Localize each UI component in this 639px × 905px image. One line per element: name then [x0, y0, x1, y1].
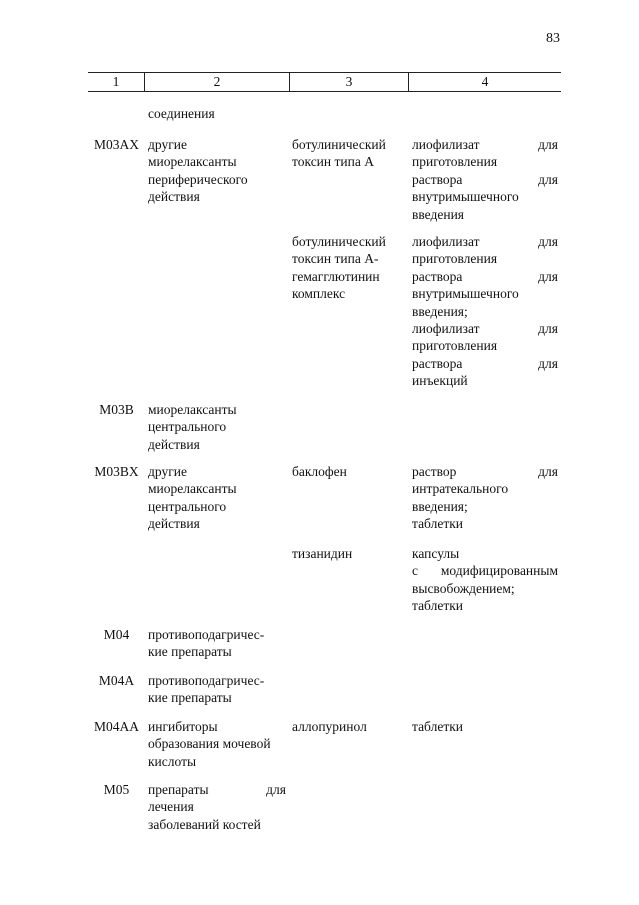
group-name-line: другие — [148, 464, 187, 479]
drug-name — [292, 718, 404, 735]
group-name-line: кие препараты — [148, 644, 232, 660]
dosage-form-word: таблетки — [412, 516, 464, 532]
dosage-form-line — [412, 153, 558, 170]
dosage-form-line — [412, 268, 558, 285]
dosage-form-word: раствора — [412, 355, 463, 371]
dosage-form-word: таблетки — [412, 598, 464, 614]
drug-name-line: тизанидин — [292, 546, 353, 561]
anatomical-therapeutic-group — [148, 718, 286, 770]
dosage-form-word: для — [538, 464, 558, 479]
page-number: 83 — [546, 31, 560, 46]
anatomical-therapeutic-group — [148, 105, 286, 122]
dosage-form-word: инъекций — [412, 373, 468, 389]
dosage-form-word: приготовления — [412, 154, 498, 170]
dosage-form — [412, 136, 558, 223]
dosage-form-word: внутримышечного — [412, 286, 519, 302]
dosage-form-line — [412, 171, 558, 188]
dosage-form-word: для — [538, 171, 558, 187]
dosage-form-word: для — [538, 137, 558, 152]
dosage-form — [412, 463, 558, 533]
dosage-form-word: с — [412, 563, 418, 579]
atc-code: M04 — [103, 627, 130, 642]
group-name-word: для — [266, 782, 286, 797]
drug-name-line: ботулинический — [292, 234, 386, 249]
anatomical-therapeutic-group — [148, 672, 286, 707]
dosage-form-line — [412, 480, 558, 497]
dosage-form-word: раствора — [412, 171, 463, 187]
anatomical-therapeutic-group — [148, 401, 286, 453]
group-name-line: образования мочевой — [148, 736, 271, 752]
group-name-line: центрального — [148, 419, 227, 435]
group-name-line: периферического — [148, 171, 248, 187]
drug-name-line: токсин типа А- — [292, 251, 379, 267]
dosage-form-line — [412, 303, 558, 320]
atc-code: M03BX — [94, 464, 139, 479]
dosage-form-word: лиофилизат — [412, 137, 480, 152]
drug-name-line: токсин типа А — [292, 154, 374, 170]
group-name-line: заболеваний костей — [148, 816, 261, 832]
drug-name — [292, 136, 404, 171]
drug-name — [292, 545, 404, 562]
dosage-form-word: таблетки — [412, 719, 464, 734]
dosage-form-line — [412, 580, 558, 597]
dosage-form-word: раствор — [412, 464, 457, 479]
anatomical-therapeutic-group — [148, 781, 286, 833]
dosage-form-word: раствора — [412, 268, 463, 284]
dosage-form-word: лиофилизат — [412, 234, 480, 249]
dosage-form-line — [412, 233, 558, 250]
group-name-line: лечения — [148, 799, 194, 815]
drug-name — [292, 233, 404, 303]
dosage-form — [412, 233, 558, 390]
dosage-form-word: модифицированным — [440, 563, 558, 579]
atc-code: M03AX — [93, 137, 139, 152]
dosage-form-line — [412, 545, 558, 562]
dosage-form-word: высвобождением; — [412, 580, 515, 596]
dosage-form-word: введения — [412, 206, 465, 222]
dosage-form-line — [412, 285, 558, 302]
dosage-form-word: введения; — [412, 498, 468, 514]
dosage-form-line — [412, 718, 558, 735]
dosage-form-line — [412, 320, 558, 337]
header-col-3: 3 — [290, 73, 409, 91]
header-col-2: 2 — [145, 73, 290, 91]
dosage-form-line — [412, 250, 558, 267]
group-name-line: миорелаксанты — [148, 402, 237, 417]
dosage-form-line — [412, 337, 558, 354]
group-name-line: другие — [148, 137, 187, 152]
group-name-line: соединения — [148, 106, 215, 121]
group-name-line: действия — [148, 516, 200, 532]
group-name-line: кие препараты — [148, 690, 232, 706]
drug-name-line: аллопуринол — [292, 719, 367, 734]
dosage-form-line — [412, 355, 558, 372]
dosage-form-word: для — [538, 355, 558, 371]
header-col-1: 1 — [88, 73, 145, 91]
dosage-form-word: лиофилизат — [412, 321, 480, 337]
dosage-form-line — [412, 206, 558, 223]
dosage-form-word: приготовления — [412, 251, 498, 267]
dosage-form-word: введения; — [412, 303, 468, 319]
anatomical-therapeutic-group — [148, 626, 286, 661]
dosage-form-word: приготовления — [412, 338, 498, 354]
dosage-form-word: капсулы — [412, 546, 460, 561]
dosage-form-line — [412, 515, 558, 532]
anatomical-therapeutic-group — [148, 463, 286, 533]
dosage-form-line — [412, 562, 558, 579]
group-name-line: ингибиторы — [148, 719, 218, 734]
drug-name-line: гемагглютинин — [292, 268, 380, 284]
group-name-line: кислоты — [148, 753, 197, 769]
group-name-line: миорелаксанты — [148, 481, 237, 497]
dosage-form-word: для — [538, 268, 558, 284]
group-name-word: препараты — [148, 782, 209, 797]
dosage-form-word: для — [538, 321, 558, 337]
header-col-4: 4 — [481, 74, 489, 89]
drug-name-line: ботулинический — [292, 137, 386, 152]
dosage-form-line — [412, 463, 558, 480]
group-name-line: противоподагричес- — [148, 673, 265, 688]
drug-name — [292, 463, 404, 480]
dosage-form-word: интратекального — [412, 481, 509, 497]
drug-name-line: комплекс — [292, 286, 346, 302]
anatomical-therapeutic-group — [148, 136, 286, 206]
dosage-form — [412, 545, 558, 615]
drug-name-line: баклофен — [292, 464, 347, 479]
atc-code: M04A — [98, 673, 135, 688]
dosage-form — [412, 718, 558, 735]
dosage-form-line — [412, 597, 558, 614]
table-header — [88, 72, 561, 92]
dosage-form-line — [412, 372, 558, 389]
dosage-form-word: для — [538, 234, 558, 249]
dosage-form-line — [412, 136, 558, 153]
atc-code: M05 — [103, 782, 130, 797]
dosage-form-line — [412, 188, 558, 205]
dosage-form-word: внутримышечного — [412, 189, 519, 205]
group-name-line: действия — [148, 436, 200, 452]
group-name-line: противоподагричес- — [148, 627, 265, 642]
atc-code: M03B — [99, 402, 134, 417]
group-name-line: действия — [148, 189, 200, 205]
dosage-form-line — [412, 498, 558, 515]
group-name-line: центрального — [148, 498, 227, 514]
group-name-line — [148, 781, 286, 798]
group-name-line: миорелаксанты — [148, 154, 237, 170]
atc-code: M04AA — [93, 719, 139, 734]
